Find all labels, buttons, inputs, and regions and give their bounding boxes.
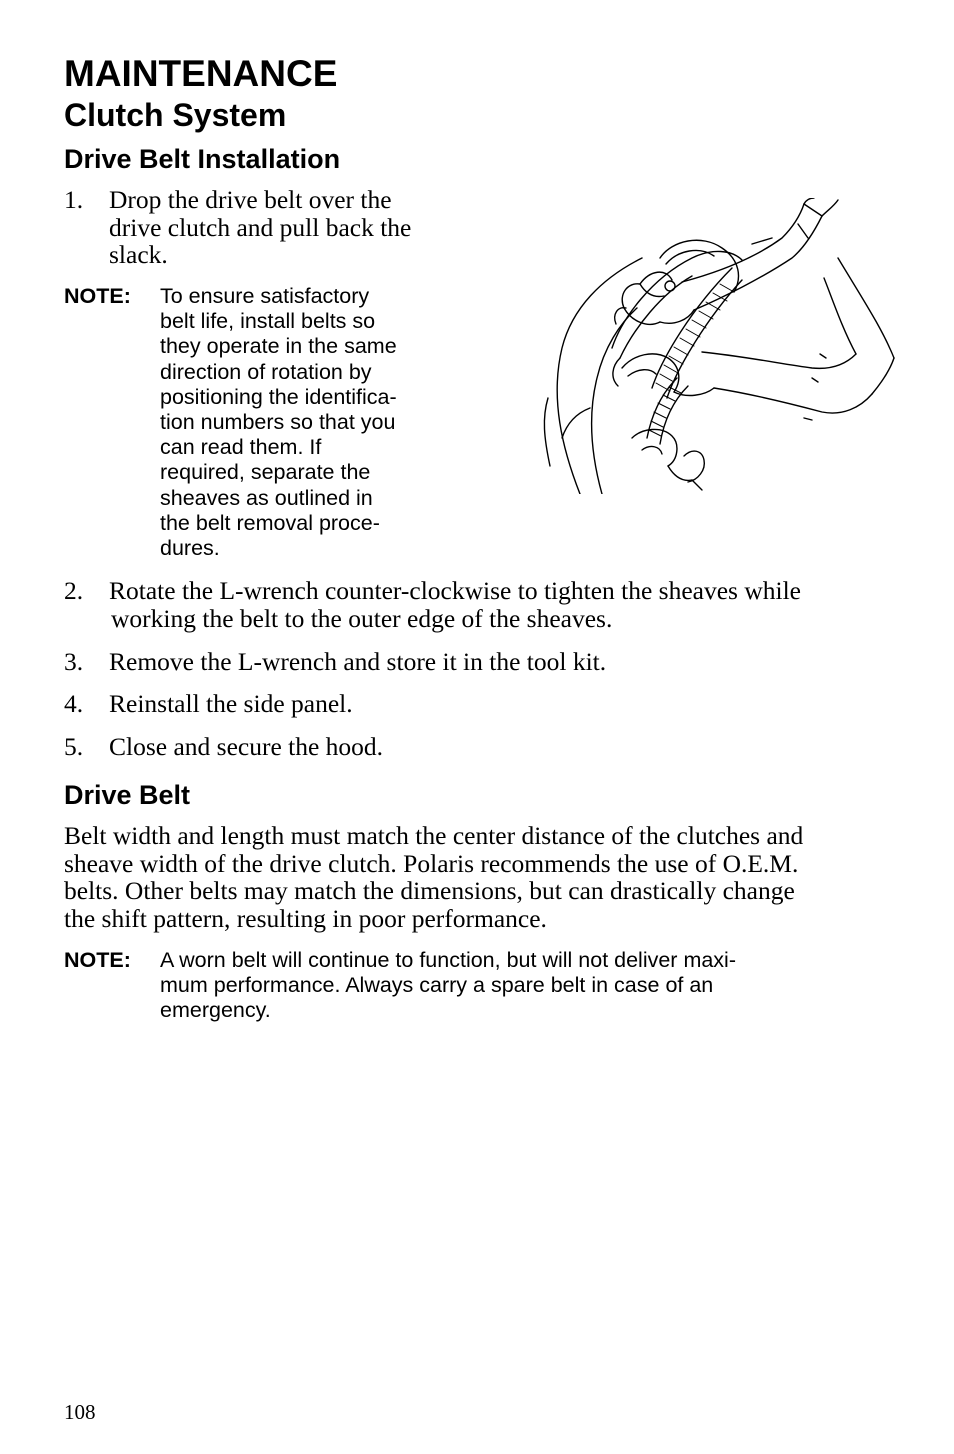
note-text [160, 948, 864, 1024]
step-text [109, 577, 864, 632]
note-line: can read them. If [160, 435, 322, 460]
step-text [109, 733, 864, 761]
paragraph-line: Belt width and length must match the center distance of the clutches and [64, 821, 804, 850]
step-3 [64, 648, 864, 676]
note-line: belt life, install belts so [160, 309, 376, 334]
step-2 [64, 577, 864, 632]
step-number: 4. [64, 689, 84, 718]
note-label: NOTE: [64, 948, 131, 972]
note-line: they operate in the same [160, 334, 397, 359]
note-line: the belt removal proce- [160, 510, 380, 535]
note-line: direction of rotation by [160, 359, 372, 384]
step-number: 1. [64, 185, 84, 214]
step-line: Remove the L-wrench and store it in the tool kit. [109, 647, 607, 676]
note-line: dures. [160, 536, 220, 561]
subsection-title: Clutch System [64, 97, 287, 133]
note-belt-life [64, 284, 464, 561]
step-number: 5. [64, 732, 84, 761]
note-worn-belt [64, 948, 864, 1024]
step-text [109, 690, 864, 718]
heading-drive-belt-installation: Drive Belt Installation [64, 144, 341, 174]
page-number: 108 [64, 1400, 96, 1424]
step-line: Close and secure the hood. [109, 732, 384, 761]
note-line: emergency. [160, 998, 271, 1023]
note-line: To ensure satisfactory [160, 284, 370, 308]
step-line: working the belt to the outer edge of the sheaves. [111, 603, 613, 633]
step-5 [64, 733, 864, 761]
step-1 [64, 186, 464, 269]
step-line: Drop the drive belt over the [109, 185, 392, 214]
note-line: positioning the identifica- [160, 384, 397, 409]
step-number: 3. [64, 647, 84, 676]
step-text [109, 648, 864, 676]
note-label: NOTE: [64, 284, 131, 308]
drive-belt-paragraph [64, 822, 864, 932]
step-text [109, 186, 464, 269]
step-line: slack. [109, 240, 168, 269]
heading-drive-belt: Drive Belt [64, 780, 191, 810]
step-number: 2. [64, 576, 84, 605]
step-line: Reinstall the side panel. [109, 689, 353, 718]
step-line: Rotate the L-wrench counter-clockwise to tighten the sheaves while [109, 576, 801, 605]
note-line: required, separate the [160, 460, 371, 485]
step-line: drive clutch and pull back the [109, 212, 412, 242]
paragraph-line: sheave width of the drive clutch. Polaris recommends the use of O.E.M. [64, 848, 799, 878]
step-4 [64, 690, 864, 718]
manual-page [64, 0, 864, 1454]
note-line: mum performance. Always carry a spare belt in case of an [160, 973, 714, 998]
note-text [160, 284, 464, 561]
note-line: tion numbers so that you [160, 410, 396, 435]
paragraph-line: the shift pattern, resulting in poor performance. [64, 903, 547, 933]
belt-installation-illustration [542, 198, 898, 494]
section-title: MAINTENANCE [64, 53, 338, 94]
note-line: sheaves as outlined in [160, 485, 373, 510]
paragraph-line: belts. Other belts may match the dimensions, but can drastically change [64, 876, 795, 905]
note-line: A worn belt will continue to function, but will not deliver maxi- [160, 948, 736, 972]
